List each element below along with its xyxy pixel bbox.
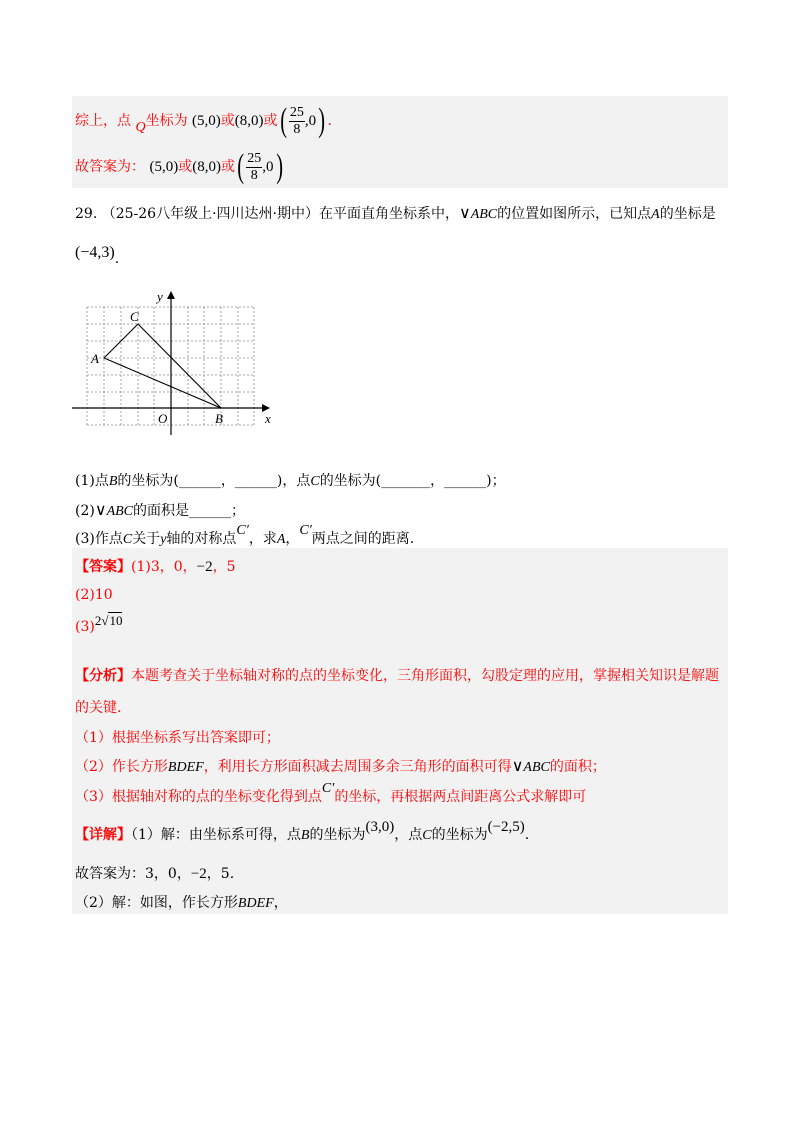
part-1: (1)点B的坐标为(______，______)，点C的坐标为(_______，______)；	[75, 473, 506, 489]
label-B: B	[215, 411, 223, 426]
answer-line-1: 【答案】(1)3，0，−2，5	[75, 559, 236, 575]
coordinate-figure	[70, 287, 280, 439]
label-y: y	[157, 289, 163, 304]
label-O: O	[158, 411, 168, 426]
part-2: (2)∨ABC的面积是______；	[75, 500, 246, 519]
answer-line-top: 故答案为： (5,0)或(8,0)或( $\frac{25}{8}$ ,0)	[75, 148, 283, 185]
conclusion-line: 综上，点 Q坐标为 (5,0)或(8,0)或( $\frac{25}{8}$ ,0) .	[75, 102, 332, 139]
part-3: (3)作点C关于y轴的对称点C′，求A，C′两点之间的距离.	[75, 523, 415, 547]
label-x: x	[265, 411, 271, 426]
question-29-coord: (−4,3).	[75, 244, 120, 267]
analysis-step-1: （1）根据坐标系写出答案即可；	[75, 730, 280, 746]
label-C: C	[130, 309, 139, 324]
analysis-line-1: 【分析】本题考查关于坐标轴对称的点的坐标变化，三角形面积，勾股定理的应用，掌握相关知识是解题	[75, 668, 719, 684]
triangle-ABC	[104, 324, 221, 408]
detail-line-2: 故答案为：3，0，−2，5.	[75, 866, 235, 882]
analysis-line-2: 的关键.	[75, 700, 122, 716]
answer-line-2: (2)10	[75, 587, 113, 603]
detail-line-1: 【详解】（1）解：由坐标系可得，点B的坐标为(3,0)，点C的坐标为(−2,5).	[75, 819, 530, 843]
analysis-step-2: （2）作长方形BDEF，利用长方形面积减去周围多余三角形的面积可得∨ABC的面积；	[75, 756, 606, 775]
label-A: A	[91, 351, 99, 366]
question-29: 29. （25-26八年级上·四川达州·期中）在平面直角坐标系中，∨ABC的位置如图所示，已知点A的坐标是	[75, 203, 716, 222]
analysis-step-3: （3）根据轴对称的点的坐标变化得到点C′的坐标，再根据两点间距离公式求解即可	[75, 781, 587, 805]
axes	[72, 291, 270, 435]
answer-line-3: (3)2√10	[75, 613, 123, 635]
detail-line-3: （2）解：如图，作长方形BDEF，	[75, 895, 288, 911]
